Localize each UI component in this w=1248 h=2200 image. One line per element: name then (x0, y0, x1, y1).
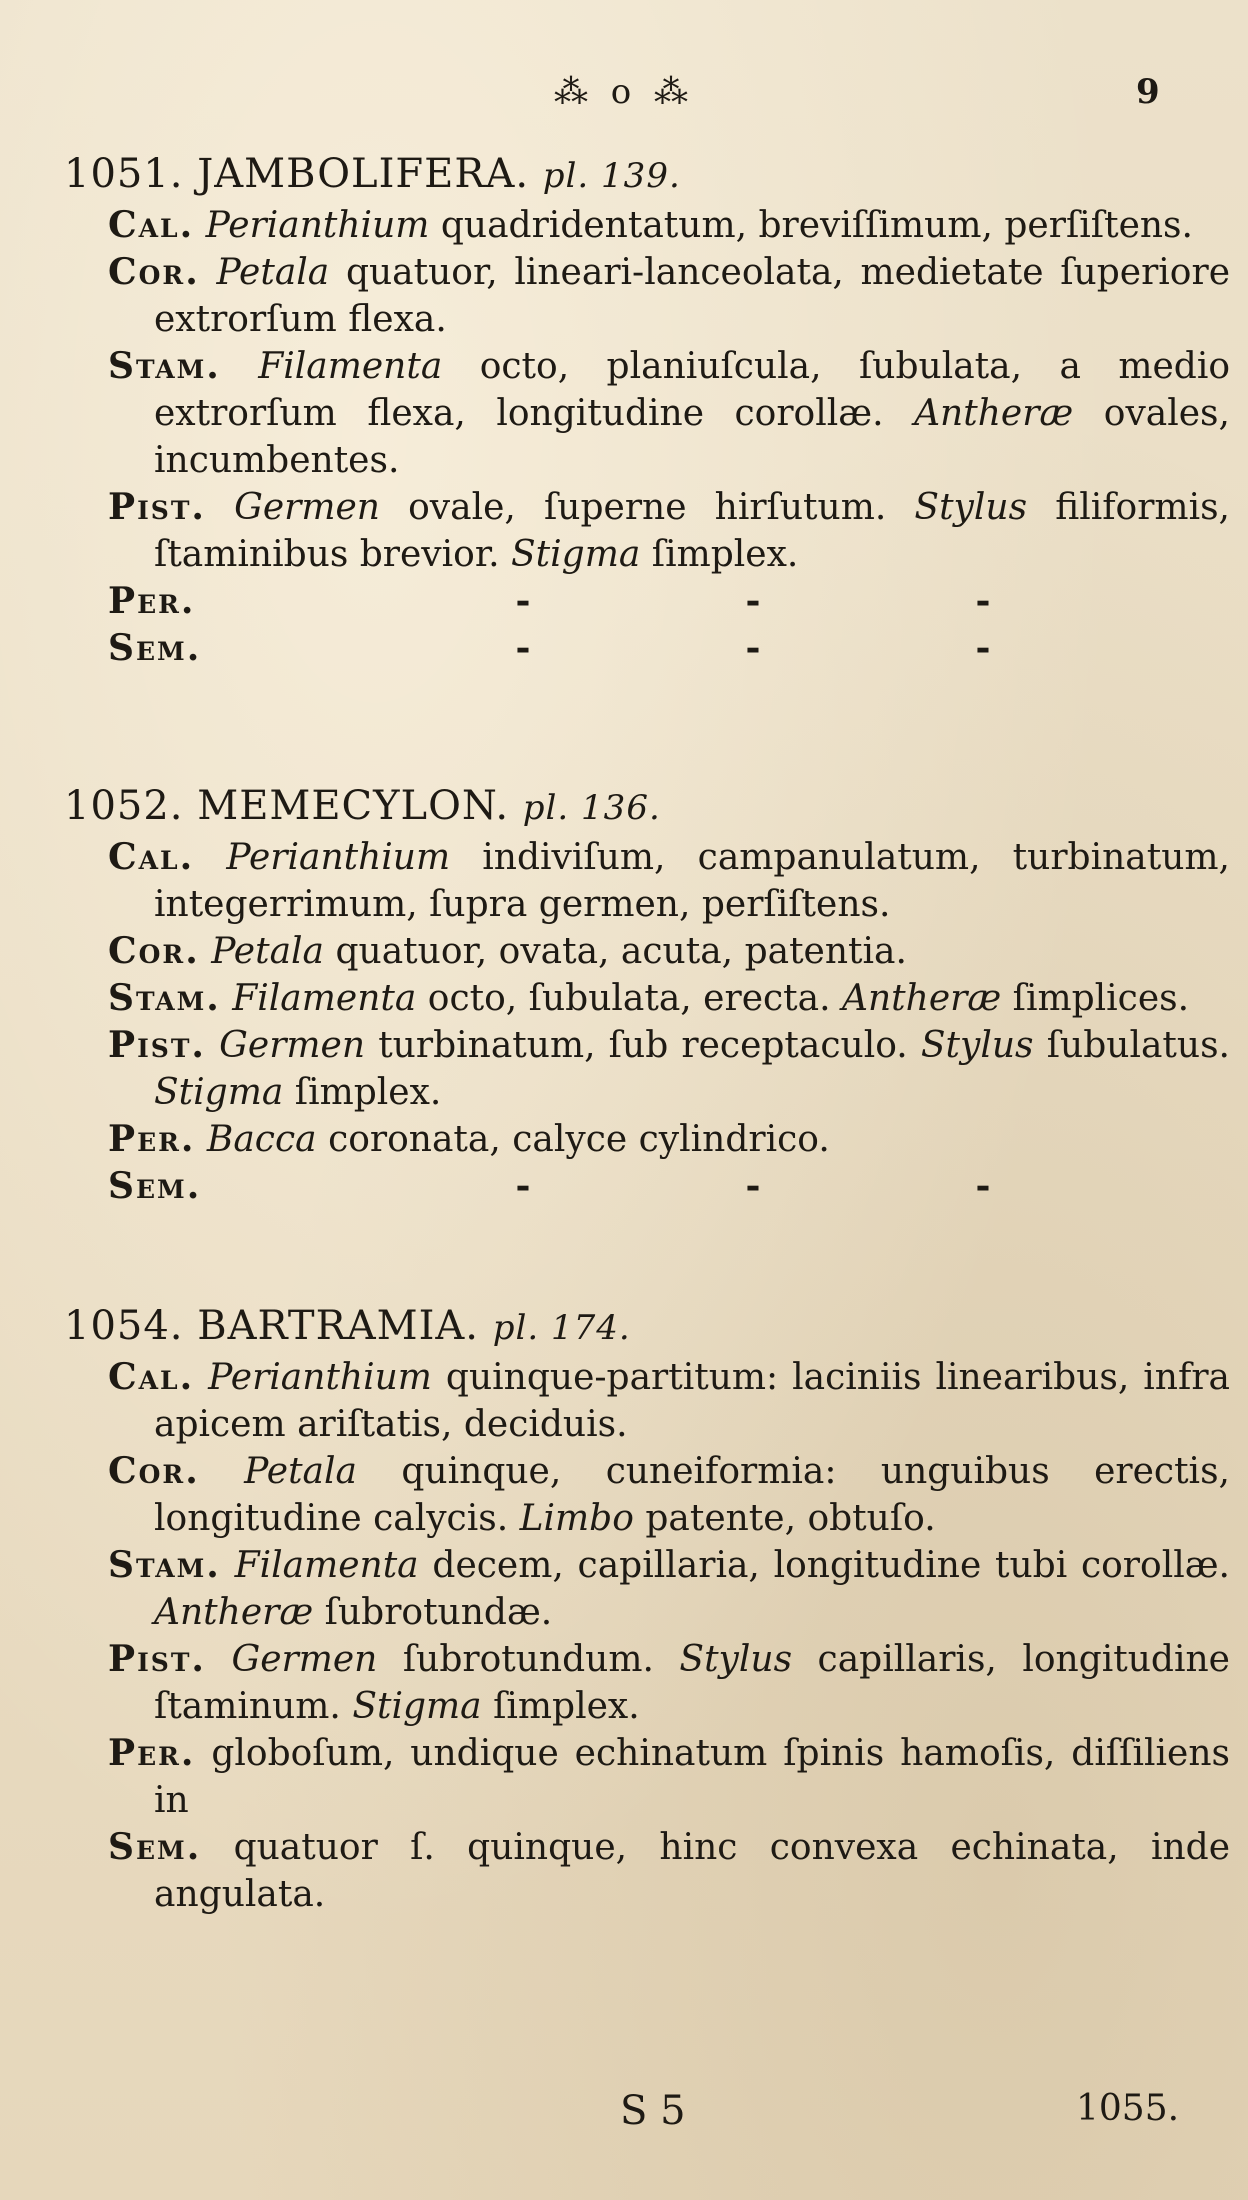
section-pistillum (108, 484, 1230, 578)
section-pistillum (108, 1022, 1230, 1116)
section-text: ovale, ſuperne hirſutum. (408, 487, 887, 528)
header-ornament: ⁂ o ⁂ (553, 72, 695, 112)
entry-memecylon (0, 780, 1248, 1210)
section-stamina (108, 975, 1230, 1022)
section-term: Filamenta (258, 346, 443, 387)
dash: - (975, 1165, 991, 1207)
section-corolla (108, 1448, 1230, 1542)
section-key: Sem. (108, 627, 202, 669)
section-text-2: filiformis, ſtaminibus brevior. (154, 487, 1231, 575)
genus-name: MEMECYLON. (197, 783, 510, 829)
section-term-2: Stylus (679, 1639, 793, 1680)
section-key: Sem. (108, 1165, 202, 1207)
section-term: Petala (216, 252, 330, 293)
section-text: quadridentatum, breviſſimum, perſiſtens. (440, 205, 1193, 246)
section-term: Filamenta (232, 978, 417, 1019)
section-key: Stam. (108, 345, 221, 387)
section-corolla (108, 249, 1230, 343)
dash: - (975, 627, 991, 669)
section-text: quatuor ſ. quinque, hinc convexa echinata, inde angulata. (154, 1827, 1230, 1915)
section-text-2: ſimplices. (1012, 978, 1190, 1019)
section-key: Stam. (108, 1544, 221, 1586)
section-key: Stam. (108, 977, 221, 1019)
section-term-3: Stigma (154, 1072, 284, 1113)
entry-number: 1051. (64, 151, 184, 197)
section-term: Germen (234, 487, 380, 528)
section-key: Per. (108, 1118, 196, 1160)
section-key: Cor. (108, 1450, 200, 1492)
section-key: Cor. (108, 930, 200, 972)
section-term-3: Stigma (511, 534, 641, 575)
dash: - (515, 580, 531, 622)
section-pericarpium (108, 1116, 1230, 1163)
section-calyx (108, 1354, 1230, 1448)
section-text: quinque, cuneiformia: unguibus erectis, longitudine calycis. (154, 1451, 1230, 1539)
section-text: coronata, calyce cylindrico. (328, 1119, 830, 1160)
dash: - (745, 580, 761, 622)
section-term-2: Limbo (519, 1498, 634, 1539)
section-term: Perianthium (205, 205, 430, 246)
entry-bartramia (0, 1300, 1248, 1918)
section-term: Germen (231, 1639, 378, 1680)
plate-ref: pl. 174. (492, 1308, 631, 1348)
section-semina (108, 625, 1184, 672)
section-key: Cor. (108, 251, 200, 293)
section-key: Pist. (108, 486, 206, 528)
section-pistillum (108, 1636, 1230, 1730)
dash: - (745, 627, 761, 669)
section-text-3: ſimplex. (294, 1072, 442, 1113)
section-term-2: Stylus (914, 487, 1028, 528)
section-term: Bacca (206, 1119, 317, 1160)
catchword: 1055. (1076, 2088, 1180, 2129)
section-key: Cal. (108, 1356, 195, 1398)
entry-number: 1054. (64, 1303, 184, 1349)
plate-ref: pl. 136. (522, 788, 661, 828)
section-stamina (108, 1542, 1230, 1636)
section-text: octo, ſubulata, erecta. (427, 978, 831, 1019)
section-key: Pist. (108, 1024, 206, 1066)
page-number: 9 (1136, 72, 1160, 112)
dash: - (515, 627, 531, 669)
entry-jambolifera (0, 148, 1248, 672)
section-term: Perianthium (226, 837, 451, 878)
section-text-2: ovales, incumbentes. (154, 393, 1230, 481)
section-text: decem, capillaria, longitudine tubi corollæ. (432, 1545, 1230, 1586)
section-pericarpium (108, 578, 1184, 625)
section-semina (108, 1163, 1184, 1210)
section-key: Cal. (108, 204, 195, 246)
section-key: Pist. (108, 1638, 206, 1680)
section-key: Cal. (108, 836, 195, 878)
section-term-2: Antheræ (841, 978, 1002, 1019)
plate-ref: pl. 139. (542, 156, 681, 196)
section-pericarpium (108, 1730, 1230, 1824)
section-text: turbinatum, ſub receptaculo. (378, 1025, 908, 1066)
section-semina (108, 1824, 1230, 1918)
section-term-2: Stylus (920, 1025, 1034, 1066)
section-term: Petala (244, 1451, 357, 1492)
section-text: quatuor, lineari-lanceolata, medietate ſuperiore extrorſum flexa. (154, 252, 1230, 340)
section-text: globoſum, undique echinatum ſpinis hamoſis, diſſiliens in (154, 1733, 1231, 1821)
genus-name: JAMBOLIFERA. (197, 151, 530, 197)
entry-title (64, 1300, 1248, 1354)
section-term: Germen (219, 1025, 366, 1066)
section-stamina (108, 343, 1230, 484)
section-text-2: capillaris, longitudine ſtaminum. (154, 1639, 1230, 1727)
dash: - (975, 580, 991, 622)
section-term-2: Antheræ (914, 393, 1074, 434)
section-key: Per. (108, 580, 196, 622)
section-calyx (108, 202, 1230, 249)
section-text: octo, planiuſcula, ſubulata, a medio extrorſum flexa, longitudine corollæ. (154, 346, 1231, 434)
section-text: indiviſum, campanulatum, turbinatum, integerrimum, ſupra germen, perſiſtens. (154, 837, 1230, 925)
entry-number: 1052. (64, 783, 184, 829)
section-term-3: Stigma (352, 1686, 482, 1727)
section-text-3: ſimplex. (651, 534, 799, 575)
section-text: quatuor, ovata, acuta, patentia. (335, 931, 907, 972)
section-text: ſubrotundum. (402, 1639, 654, 1680)
section-text-2: ſubulatus. (1046, 1025, 1230, 1066)
section-text: quinque-partitum: laciniis linearibus, infra apicem ariſtatis, deciduis. (154, 1357, 1230, 1445)
genus-name: BARTRAMIA. (197, 1303, 479, 1349)
entry-title (64, 780, 1248, 834)
section-text-2: ſubrotundæ. (324, 1592, 553, 1633)
section-text-2: patente, obtuſo. (645, 1498, 936, 1539)
section-key: Sem. (108, 1826, 202, 1868)
entry-title (64, 148, 1248, 202)
dash: - (515, 1165, 531, 1207)
section-term-2: Antheræ (154, 1592, 314, 1633)
section-term: Filamenta (234, 1545, 419, 1586)
section-term: Petala (211, 931, 325, 972)
section-calyx (108, 834, 1230, 928)
dash: - (745, 1165, 761, 1207)
section-text-3: ſimplex. (493, 1686, 640, 1727)
signature-mark: S 5 (620, 2088, 686, 2134)
section-corolla (108, 928, 1230, 975)
section-term: Perianthium (208, 1357, 432, 1398)
section-key: Per. (108, 1732, 196, 1774)
